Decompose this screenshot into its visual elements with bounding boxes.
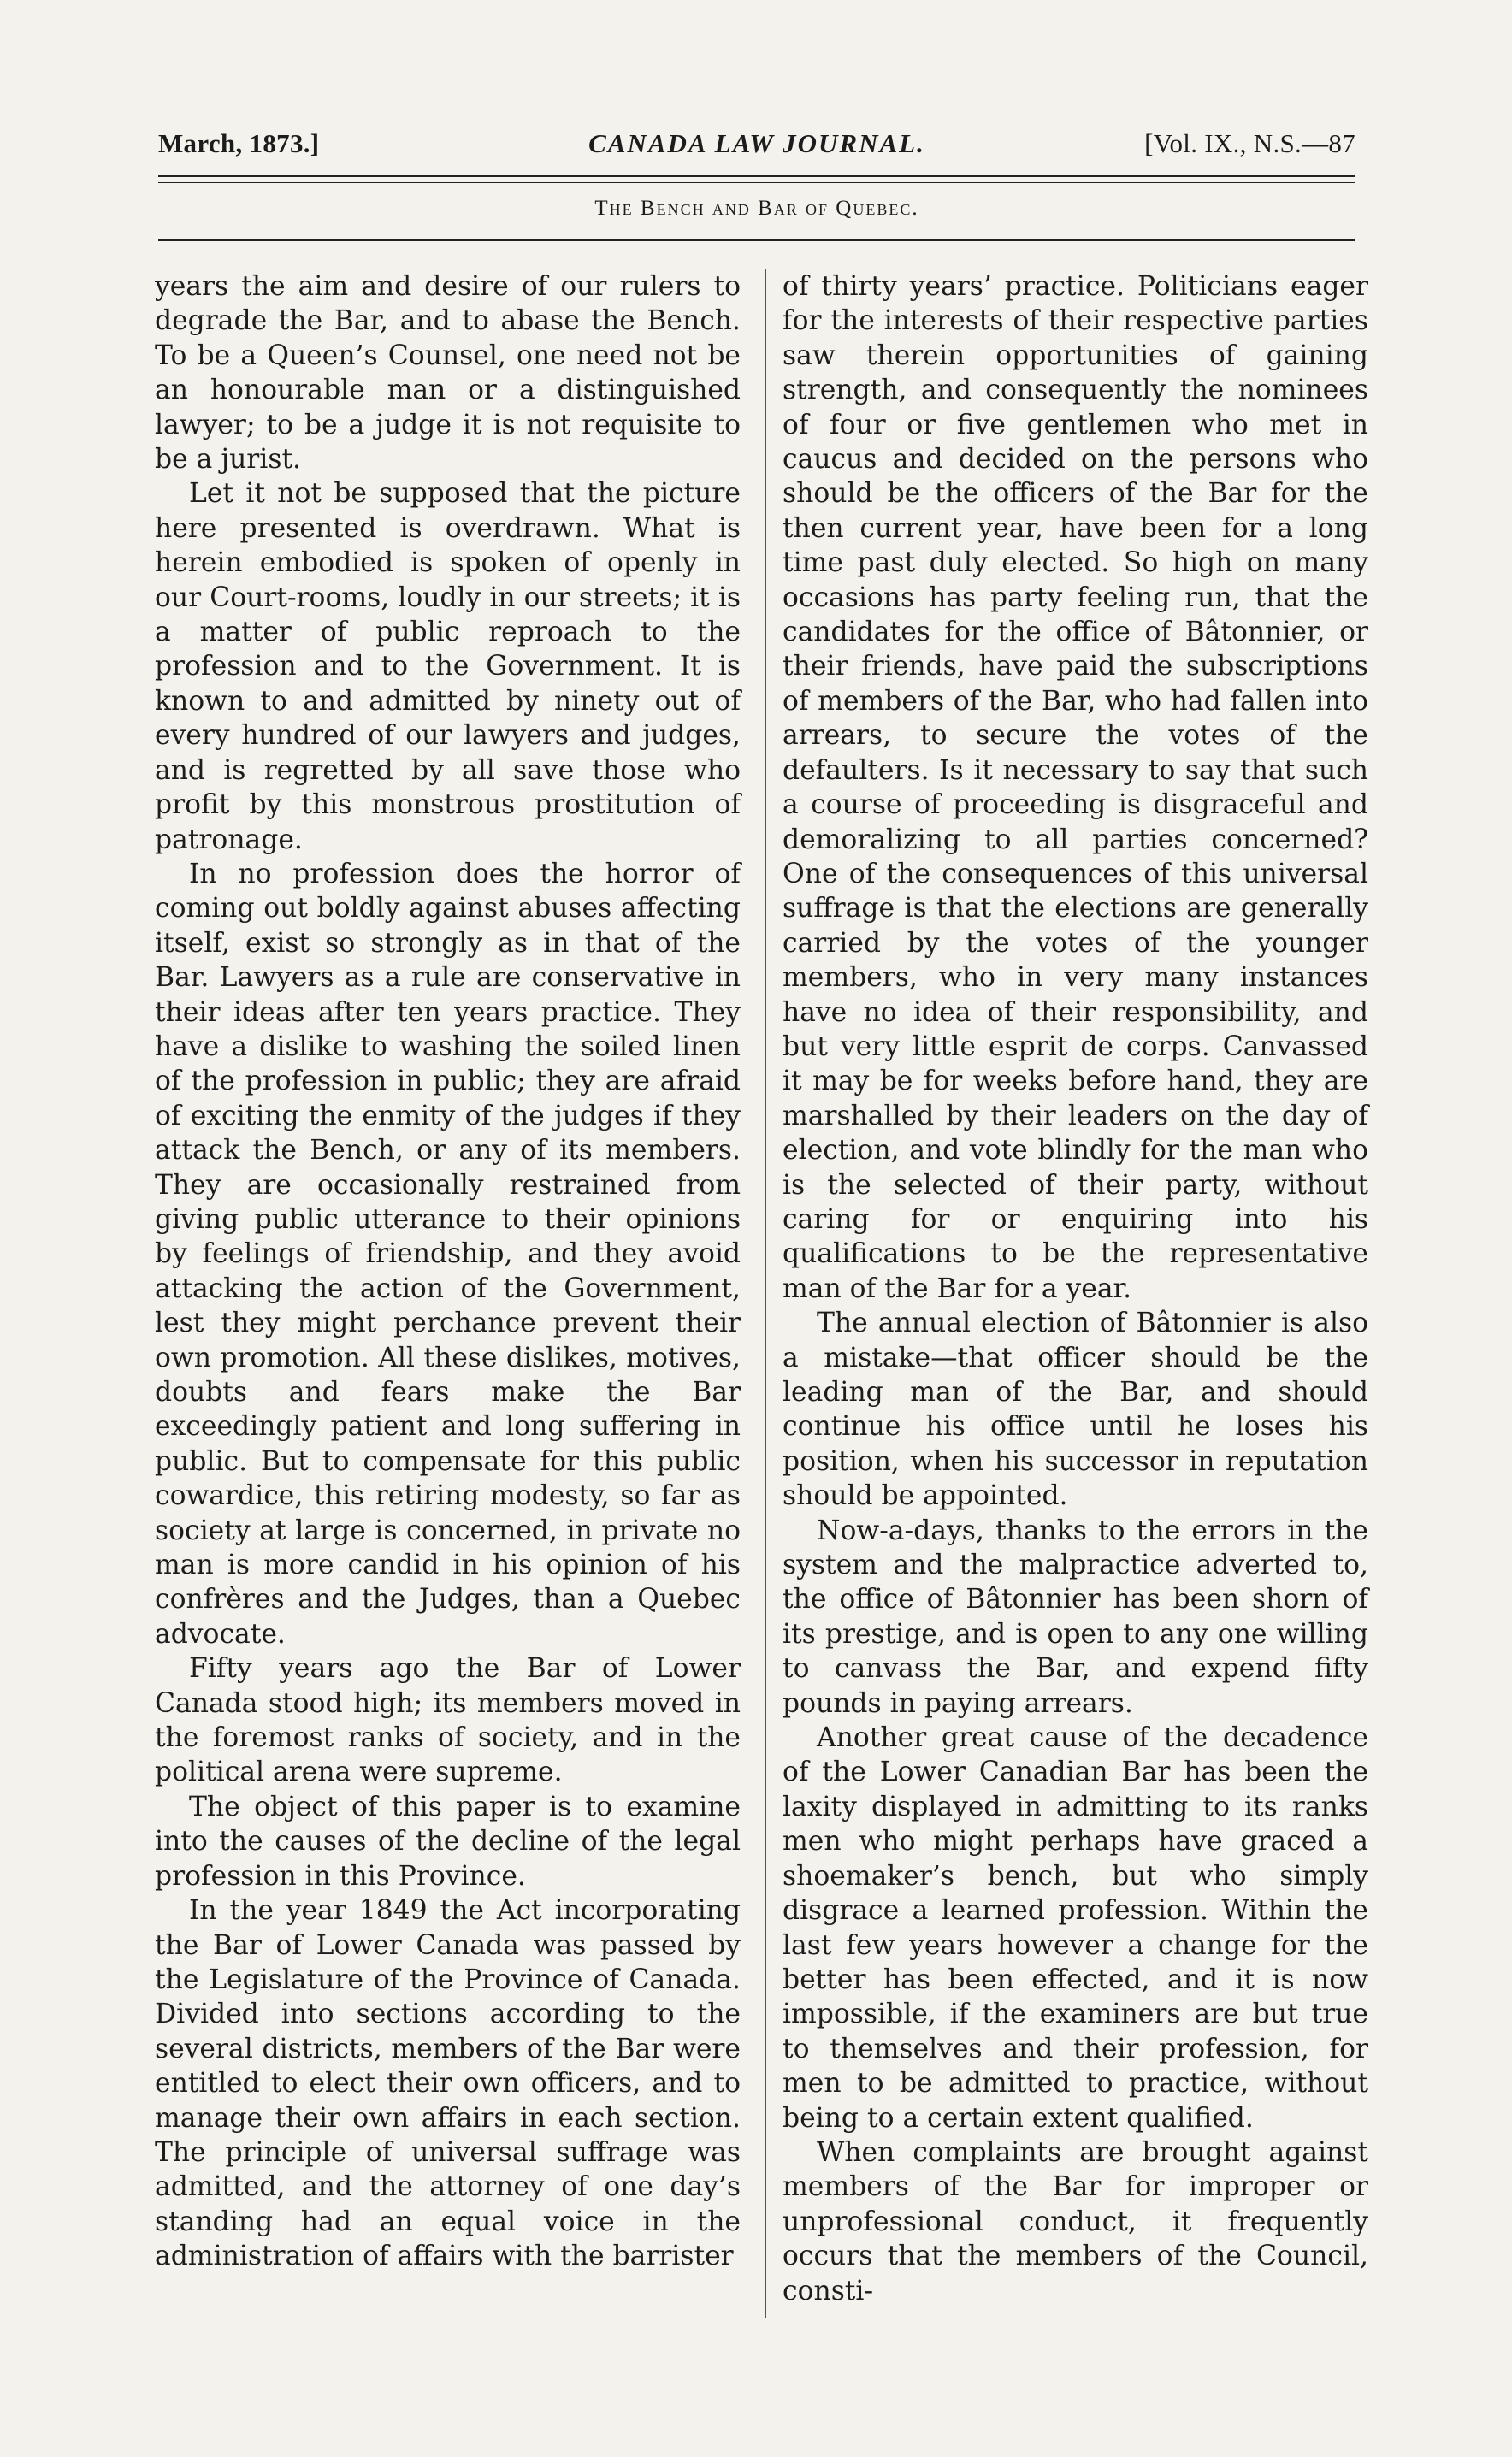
column-divider — [765, 269, 766, 2318]
left-paragraph: In the year 1849 the Act incorporating the Bar of Lower Canada was passed by the Legislature of the Province of Canada. Divided into sections according to the several districts, members of the Bar were entitled to elect their own officers, and to manage their own affairs in each section. The principle of universal suffrage was admitted, and the attorney of one day’s standing had an equal voice in the administration of affairs with the barrister — [155, 1895, 741, 2272]
header-rule-top-thin — [158, 182, 1355, 183]
header-date: March, 1873.] — [158, 128, 320, 158]
title-rule-bottom — [158, 239, 1355, 241]
header-volume-page: [Vol. IX., N.S.—87 — [1144, 128, 1355, 158]
right-column — [783, 269, 1368, 2308]
header-journal-title: CANADA LAW JOURNAL. — [588, 128, 925, 158]
right-paragraph: Now-a-days, thanks to the errors in the system and the malpractice adverted to, the office of Bâtonnier has been shorn of its prestige, and is open to any one willing to canvass the Bar, and expend fifty pounds in paying arrears. — [783, 1515, 1368, 1719]
left-paragraph: years the aim and desire of our rulers to degrade the Bar, and to abase the Bench. To be a Queen’s Counsel, one need not be an honourable man or a distinguished lawyer; to be a judge it is not requisite to be a jurist. — [155, 271, 741, 475]
running-title: The Bench and Bar of Quebec. — [594, 197, 919, 220]
left-paragraph: Fifty years ago the Bar of Lower Canada stood high; its members moved in the foremost ranks of society, and in the political arena were supreme. — [155, 1653, 741, 1788]
left-paragraph: In no profession does the horror of coming out boldly against abuses affecting itself, exist so strongly as in that of the Bar. Lawyers as a rule are conservative in their ideas after ten years practice. They have a dislike to washing the soiled linen of the profession in public; they are afraid of exciting the enmity of the judges if they attack the Bench, or any of its members. They are occasionally restrained from giving public utterance to their opinions by feelings of friendship, and they avoid attacking the action of the Government, lest they might perchance prevent their own promotion. All these dislikes, motives, doubts and fears make the Bar exceedingly patient and long suffering in public. But to compensate for this public cowardice, this retiring modesty, so far as society at large is concerned, in private no man is more candid in his opinion of his confrères and the Judges, than a Quebec advocate. — [155, 858, 741, 1650]
right-paragraph: Another great cause of the decadence of the Lower Canadian Bar has been the laxity displayed in admitting to its ranks men who might perhaps have graced a shoemaker’s bench, but who simply disgrace a learned profession. Within the last few years however a change for the better has been effected, and it is now impossible, if the examiners are but true to themselves and their profession, for men to be admitted to practice, without being to a certain extent qualified. — [783, 1722, 1368, 2134]
header-rule-top — [158, 175, 1355, 177]
right-paragraph: When complaints are brought against members of the Bar for improper or unprofessional conduct, it frequently occurs that the members of the Council, consti- — [783, 2136, 1368, 2306]
left-paragraph: The object of this paper is to examine into the causes of the decline of the legal profession in this Province. — [155, 1791, 741, 1892]
left-column — [155, 269, 741, 2274]
left-paragraph: Let it not be supposed that the picture here presented is overdrawn. What is herein embodied is spoken of openly in our Court-rooms, loudly in our streets; it is a matter of public reproach to the profession and to the Government. It is known to and admitted by ninety out of every hundred of our lawyers and judges, and is regretted by all save those who profit by this monstrous prostitution of patronage. — [155, 478, 741, 855]
right-paragraph: The annual election of Bâtonnier is also a mistake—that officer should be the leading man of the Bar, and should continue his office until he loses his position, when his successor in reputation should be appointed. — [783, 1308, 1368, 1512]
right-paragraph: of thirty years’ practice. Politicians eager for the interests of their respective parties saw therein opportunities of gaining strength, and consequently the nominees of four or five gentlemen who met in caucus and decided on the persons who should be the officers of the Bar for the then current year, have been for a long time past duly elected. So high on many occasions has party feeling run, that the candidates for the office of Bâtonnier, or their friends, have paid the subscriptions of members of the Bar, who had fallen into arrears, to secure the votes of the defaulters. Is it necessary to say that such a course of proceeding is disgraceful and demoralizing to all parties concerned? One of the consequences of this universal suffrage is that the elections are generally carried by the votes of the younger members, who in very many instances have no idea of their responsibility, and but very little esprit de corps. Canvassed it may be for weeks before hand, they are marshalled by their leaders on the day of election, and vote blindly for the man who is the selected of their party, without caring for or enquiring into his qualifications to be the representative man of the Bar for a year. — [783, 271, 1368, 1304]
page-header — [158, 128, 1355, 171]
